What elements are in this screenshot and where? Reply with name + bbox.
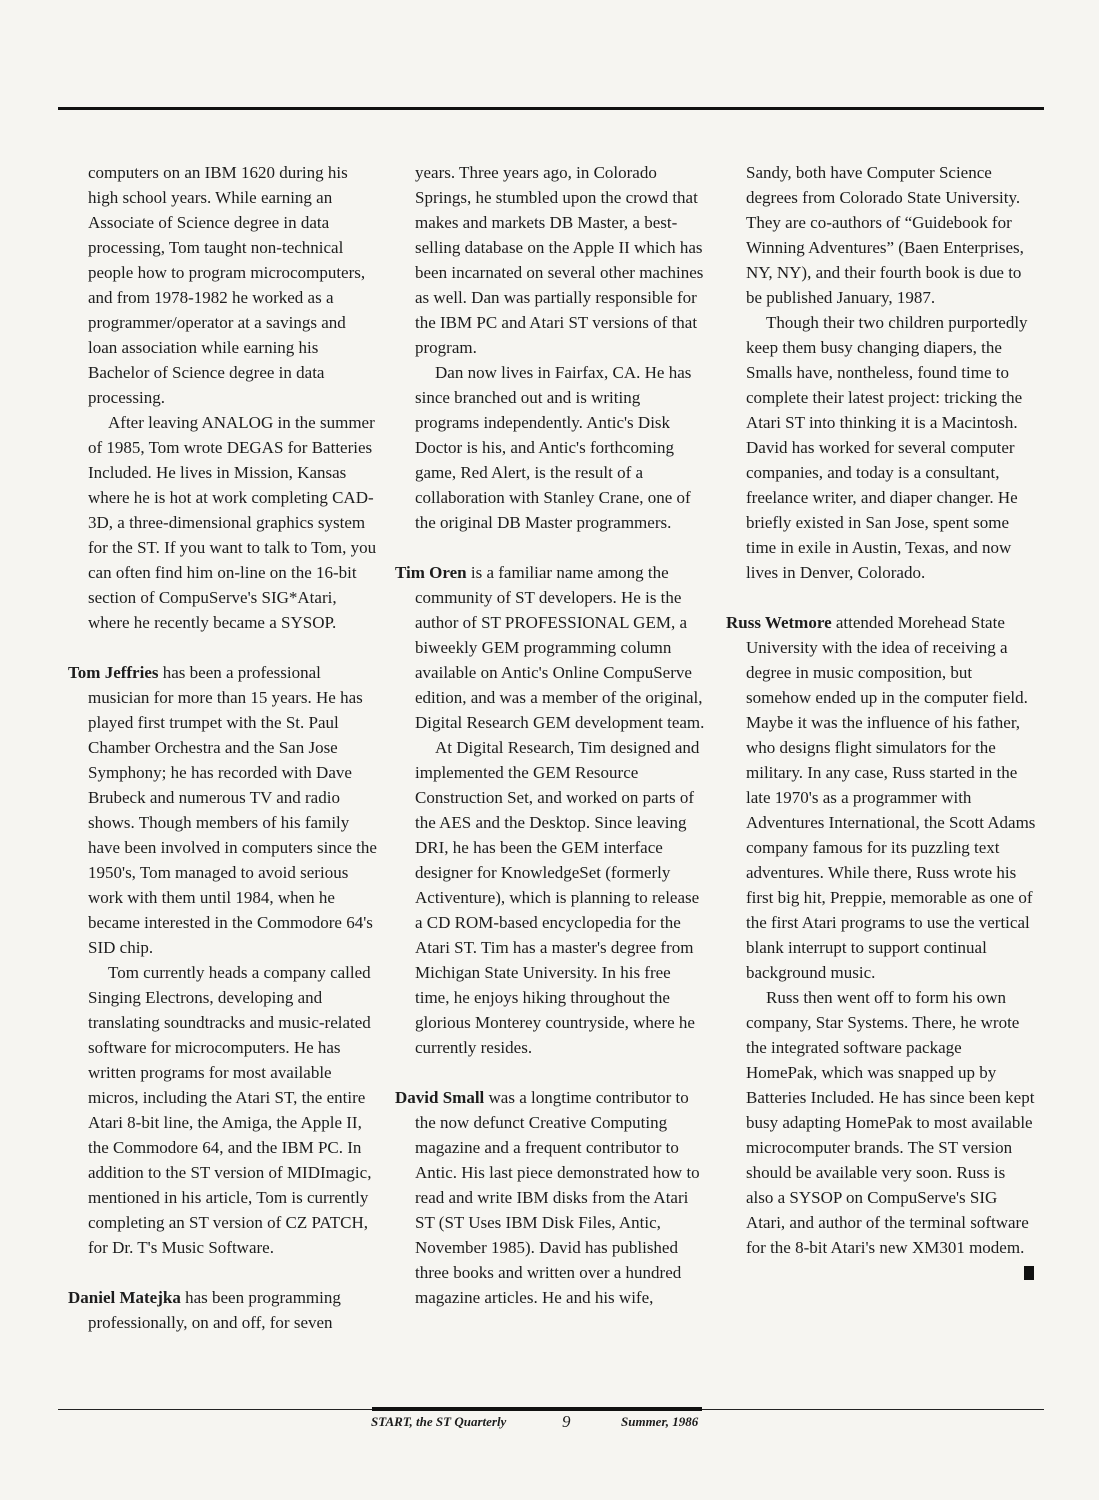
paragraph: After leaving ANALOG in the summer of 1985, Tom wrote DEGAS for Batteries Included. He lives in Mission, Kansas where he is hot at work completing CAD-3D, a three-dimensional graphics system for the ST. If you want to talk to Tom, you can often find him on-line on the 16-bit section of CompuServe's SIG*Atari, where he recently became a SYSOP. <box>88 413 377 632</box>
bio-name: Tim Oren <box>395 563 467 582</box>
bio-daniel-matejka <box>68 1285 378 1335</box>
bio-text: has been programming professionally, on and off, for seven <box>88 1288 341 1332</box>
bio-russ-wetmore <box>726 610 1036 985</box>
bio-name: Russ Wetmore <box>726 613 832 632</box>
text-column-1 <box>68 160 378 1335</box>
paragraph: At Digital Research, Tim designed and implemented the GEM Resource Construction Set, and worked on parts of the AES and the Desktop. Since leaving DRI, he has been the GEM interface designer for KnowledgeSet (formerly Activenture), which is planning to release a CD ROM-based encyclopedia for the Atari ST. Tim has a master's degree from Michigan State University. In his free time, he enjoys hiking throughout the glorious Monterey countryside, where he currently resides. <box>415 738 700 1057</box>
bio-name: David Small <box>395 1088 485 1107</box>
paragraph: Though their two children purportedly keep them busy changing diapers, the Smalls have, nontheless, found time to complete their latest project: tricking the Atari ST into thinking it is a Macintosh. David has worked for several computer companies, and today is a consultant, freelance writer, and diaper changer. He briefly existed in San Jose, spent some time in exile in Austin, Texas, and now lives in Denver, Colorado. <box>746 313 1028 582</box>
paragraph: Sandy, both have Computer Science degrees from Colorado State University. They are co-authors of “Guidebook for Winning Adventures” (Baen Enterprises, NY, NY), and their fourth book is due to be published January, 1987. <box>746 163 1024 307</box>
bio-tim-oren <box>395 560 705 735</box>
bio-name: Tom Jeffries <box>68 663 159 682</box>
bio-text: attended Morehead State University with the idea of receiving a degree in music composition, but somehow ended up in the computer field. Maybe it was the influence of his father, who designs flight simulators for the military. In any case, Russ started in the late 1970's as a programmer with Adventures International, the Scott Adams company famous for its puzzling text adventures. While there, Russ wrote his first big hit, Preppie, memorable as one of the first Atari programs to use the vertical blank interrupt to support continual background music. <box>746 613 1036 982</box>
footer-publication: START, the ST Quarterly <box>371 1414 507 1429</box>
end-of-article-icon <box>1024 1266 1034 1280</box>
paragraph: years. Three years ago, in Colorado Springs, he stumbled upon the crowd that makes and markets DB Master, a best-selling database on the Apple II which has been incarnated on several other machines as well. Dan was partially responsible for the IBM PC and Atari ST versions of that program. <box>415 163 704 357</box>
footer-rule-bar <box>372 1407 702 1411</box>
page-footer <box>0 1414 1099 1438</box>
paragraph: Tom currently heads a company called Singing Electrons, developing and translating soundtracks and music-related software for microcomputers. He has written programs for most available micros, including the Atari ST, the entire Atari 8-bit line, the Amiga, the Apple II, the Commodore 64, and the IBM PC. In addition to the ST version of MIDImagic, mentioned in his article, Tom is currently completing an ST version of CZ PATCH, for Dr. T's Music Software. <box>88 963 372 1257</box>
paragraph: computers on an IBM 1620 during his high school years. While earning an Associate of Science degree in data processing, Tom taught non-technical people how to program microcomputers, and from 1978-1982 he worked as a programmer/operator at a savings and loan association while earning his Bachelor of Science degree in data processing. <box>88 163 366 407</box>
text-column-2 <box>395 160 705 1310</box>
bio-text: has been a professional musician for more than 15 years. He has played first trumpet with the St. Paul Chamber Orchestra and the San Jose Symphony; he has recorded with Dave Brubeck and numerous TV and radio shows. Though members of his family have been involved in computers since the 1950's, Tom managed to avoid serious work with them until 1984, when he became interested in the Commodore 64's SID chip. <box>88 663 377 957</box>
bio-text: is a familiar name among the community of ST developers. He is the author of ST PROFESSIONAL GEM, a biweekly GEM programming column available on Antic's Online CompuServe edition, and was a member of the original, Digital Research GEM development team. <box>415 563 705 732</box>
bio-tom-jeffries <box>68 660 378 960</box>
text-column-3 <box>726 160 1036 1280</box>
top-rule <box>58 107 1044 110</box>
paragraph: Dan now lives in Fairfax, CA. He has since branched out and is writing programs independently. Antic's Disk Doctor is his, and Antic's forthcoming game, Red Alert, is the result of a collaboration with Stanley Crane, one of the original DB Master programmers. <box>415 363 692 532</box>
bio-david-small <box>395 1085 705 1310</box>
paragraph-text: Russ then went off to form his own company, Star Systems. There, he wrote the integrated software package HomePak, which was snapped up by Batteries Included. He has since been kept busy adapting HomePak to most available microcomputer brands. The ST version should be available very soon. Russ is also a SYSOP on CompuServe's SIG Atari, and author of the terminal software for the 8-bit Atari's new XM301 modem. <box>746 988 1035 1257</box>
bio-name: Daniel Matejka <box>68 1288 181 1307</box>
footer-issue-date: Summer, 1986 <box>621 1414 699 1429</box>
bio-text: was a longtime contributor to the now defunct Creative Computing magazine and a frequent contributor to Antic. His last piece demonstrated how to read and write IBM disks from the Atari ST (ST Uses IBM Disk Files, Antic, November 1985). David has published three books and written over a hundred magazine articles. He and his wife, <box>415 1088 700 1307</box>
footer-page-number: 9 <box>562 1412 571 1431</box>
paragraph-last <box>726 985 1036 1260</box>
